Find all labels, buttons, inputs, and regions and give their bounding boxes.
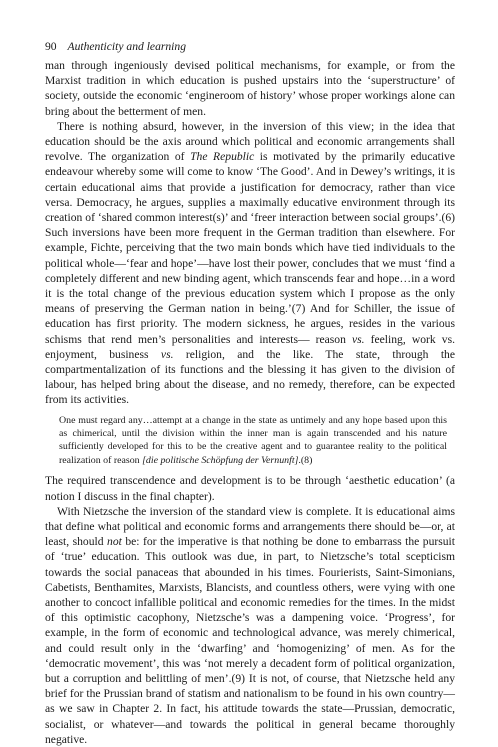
paragraph-2-italic-title: The Republic [190, 150, 255, 164]
block-quote-text-a: One must regard any…attempt at a change in the state as untimely and any hope based upon this as chimerical, until the division within the inner man is again transcended and his nature sufficiently developed for this to be the creative agent and to guarantee reality to the political realization of reason [59, 414, 447, 466]
running-title: Authenticity and learning [67, 40, 186, 53]
paragraph-2-text-b: is motivated by the primarily educative endeavour whereby some will come to know ‘The Good’. And in Dewey’s writings, it is certain educational aims that provide a justification for democracy, rather than vice versa. Democracy, he argues, supplies a maximally educative environment through its creation of ‘shared common interest(s)’ and ‘freer interaction between social groups’.(6) Such inversions have been more frequent in the German tradition than elsewhere. For example, Fichte, perceiving that the two main bonds which have tied individuals to the political whole—‘fear and hope’—have lost their power, concludes that we must ‘find a completely different and new binding agent, which transcends fear and hope…in a word it is the total change of the previous education system which I propose as the only means of preserving the German nation in being.’(7) And for Schiller, the issue of education has first priority. The modern sickness, he argues, resides in the various schisms that rend men’s personalities and interests— reason [45, 150, 455, 346]
paragraph-3-text: The required transcendence and development is to be through ‘aesthetic education’ (a notion I discuss in the final chapter). [45, 474, 455, 503]
paragraph-2-italic-vs-1: vs. [352, 332, 365, 346]
paragraph-2 [45, 119, 455, 408]
paragraph-4-text-b: be: for the imperative is that nothing be done to embarrass the pursuit of ‘true’ education. This outlook was due, in part, to Nietzsche’s total scepticism towards the social panaceas that abounded in his times. Fourierists, Saint-Simonians, Cabetists, Benthamites, Marxists, Blancists, and countless others, were vying with one another to concoct infallible political and economic remedies for the times. In the midst of this optimistic cacophony, Nietzsche’s was a dampening voice. ‘Progress’, for example, in the form of economic and technological advance, was merely chimerical, and could result only in the ‘dwarfing’ and ‘homogenizing’ of men. As for the ‘democratic movement’, this was ‘not merely a decadent form of political organization, but a corruption and belittling of men’.(9) It is not, of course, that Nietzsche held any brief for the Prussian brand of statism and nationalism to be found in his own country—as we saw in Chapter 2. In fact, his attitude towards the state—Prussian, democratic, socialist, or whatever—and towards the political in general became thoroughly negative. [45, 535, 455, 746]
block-quote-text-b: .(8) [298, 454, 313, 466]
block-quote-italic: [die politische Schöpfung der Vernunft] [142, 454, 299, 466]
paragraph-2-text-d: religion, and the like. The state, through the compartmentalization of its functions and the blessing it has given to the division of labour, has helped bring about the disease, and no remedy, therefore, can be expected from its activities. [45, 347, 455, 407]
paragraph-2-text-a: There is nothing absurd, however, in the inversion of this view; in the idea that education should be the axis around which political and economic arrangements shall revolve. The organization of [45, 119, 455, 164]
paragraph-2-text-c: feeling, work vs. enjoyment, business [45, 332, 455, 361]
paragraph-4-italic-not: not [107, 535, 122, 549]
paragraph-4 [45, 504, 455, 747]
paragraph-2-italic-vs-2: vs. [160, 347, 174, 361]
block-quote [59, 414, 447, 468]
paragraph-1-text: man through ingeniously devised political mechanisms, for example, or from the Marxist tradition in which education is pushed upstairs into the ‘superstructure’ of society, outside the economic ‘engineroom of history’ whose proper workings alone can bring about the betterment of men. [45, 59, 455, 118]
paragraph-3 [45, 473, 455, 503]
paragraph-4-text-a: With Nietzsche the inversion of the standard view is complete. It is educational aims that define what political and economic forms and arrangements there should be—or, at least, should [45, 504, 455, 549]
paragraph-1 [45, 58, 455, 119]
running-header [45, 40, 455, 54]
page-number: 90 [45, 40, 57, 53]
